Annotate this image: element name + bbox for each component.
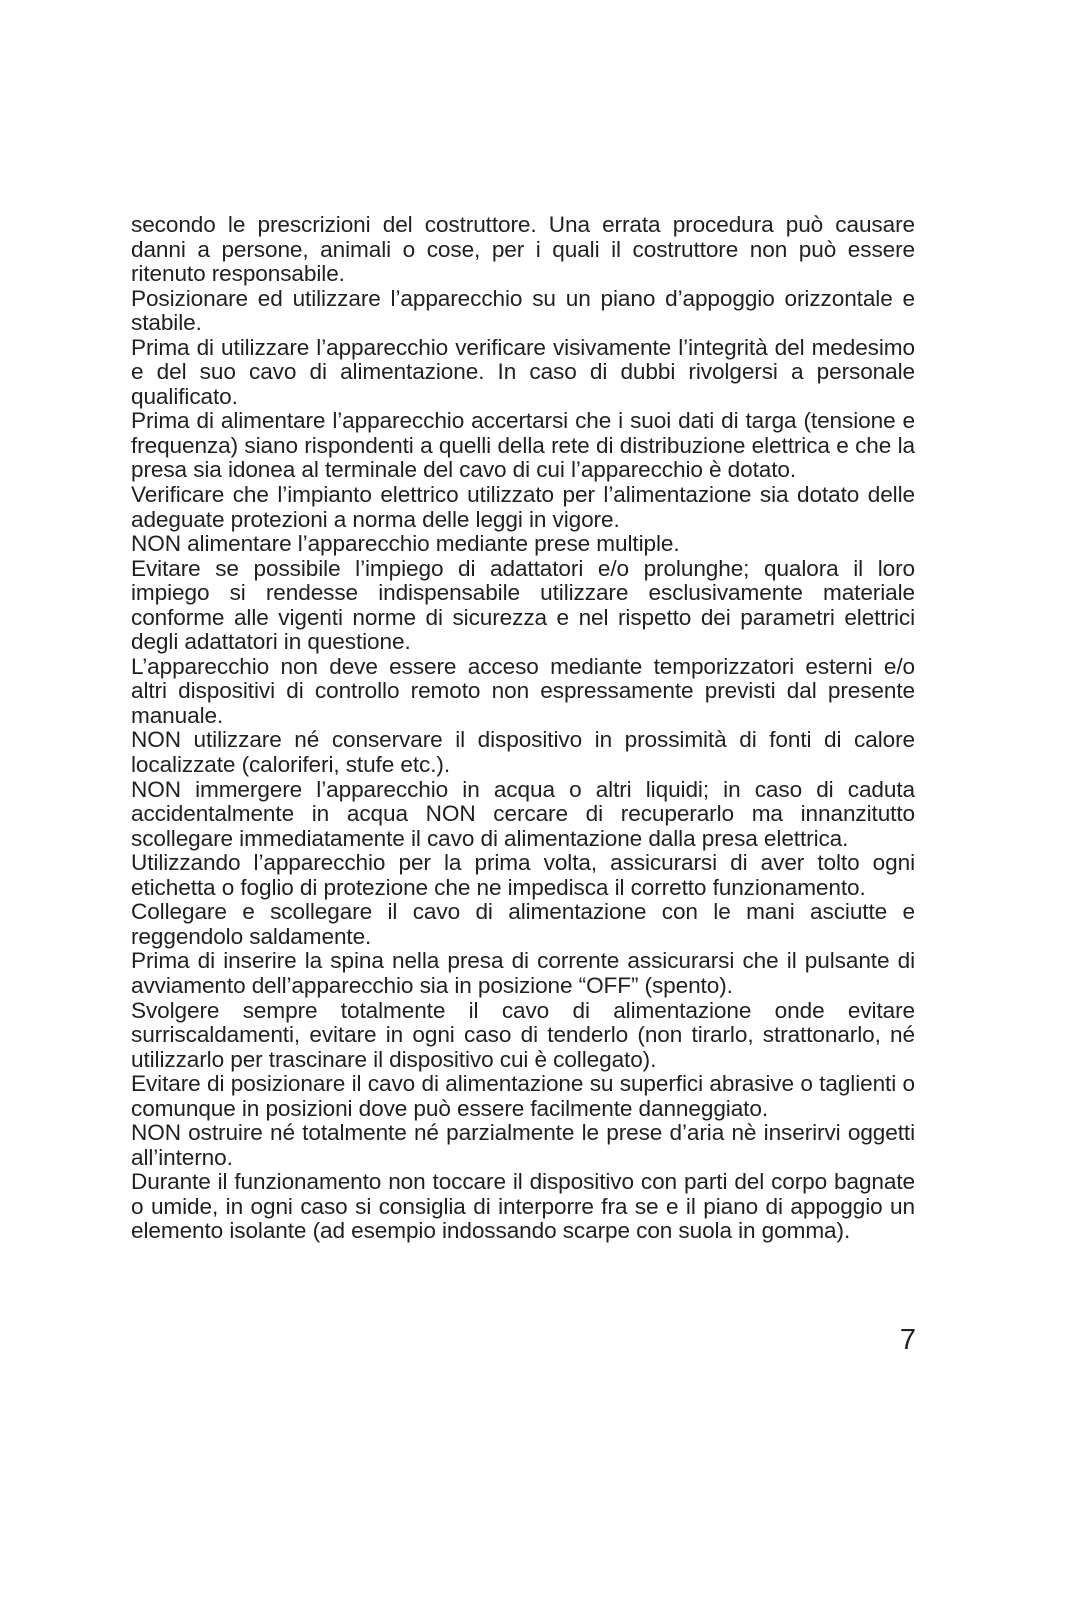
paragraph-heat-sources: NON utilizzare né conservare il dispositivo in prossimità di fonti di calore localizzate (caloriferi, stufe etc.). [131,727,915,778]
paragraph-dry-hands: Collegare e scollegare il cavo di alimentazione con le mani asciutte e reggendolo saldamente. [131,899,915,949]
paragraph-cable-unwind: Svolgere sempre totalmente il cavo di alimentazione onde evitare surriscaldamenti, evitare in ogni caso di tenderlo (non tirarlo, strattonarlo, né utilizzarlo per trascinare il dispositivo cui è collegato). [131,997,915,1072]
page-number: 7 [899,1324,916,1356]
paragraph-first-use: Utilizzando l’apparecchio per la prima volta, assicurarsi di aver tolto ogni etichetta o foglio di protezione che ne impedisca il corretto funzionamento. [131,850,915,900]
paragraph-cable-surfaces: Evitare di posizionare il cavo di alimentazione su superfici abrasive o taglienti o comunque in posizioni dove può essere facilmente danneggiato. [131,1071,915,1121]
paragraph-multiple-sockets: NON alimentare l’apparecchio mediante prese multiple. [131,531,680,557]
paragraph-wet-body: Durante il funzionamento non toccare il dispositivo con parti del corpo bagnate o umide, in ogni caso si consiglia di interporre fra se e il piano di appoggio un elemento isolante (ad esempio indossando scarpe con suola in gomma). [131,1169,915,1244]
paragraph-air-vents: NON ostruire né totalmente né parzialmente le prese d’aria nè inserirvi oggetti all’interno. [131,1120,915,1170]
page-text [131,213,915,1244]
paragraph-timers: L’apparecchio non deve essere acceso mediante temporizzatori esterni e/o altri dispositivi di controllo remoto non espressamente previsti dal presente manuale. [131,653,915,728]
paragraph-electrical-protection: Verificare che l’impianto elettrico utilizzato per l’alimentazione sia dotato delle adeguate protezioni a norma delle leggi in vigore. [131,482,915,532]
paragraph-placement: Posizionare ed utilizzare l’apparecchio su un piano d’appoggio orizzontale e stabile. [131,285,915,336]
paragraph-adapters: Evitare se possibile l’impiego di adattatori e/o prolunghe; qualora il loro impiego si rendesse indispensabile utilizzare esclusivamente materiale conforme alle vigenti norme di sicurezza e nel rispetto dei parametri elettrici degli adattatori in questione. [131,555,915,655]
paragraph-inspection: Prima di utilizzare l’apparecchio verificare visivamente l’integrità del medesimo e del suo cavo di alimentazione. In caso di dubbi rivolgersi a personale qualificato. [131,334,915,409]
paragraph-continuation: secondo le prescrizioni del costruttore. Una errata procedura può causare danni a persone, animali o cose, per i quali il costruttore non può essere ritenuto responsabile. [131,212,915,287]
paragraph-rating-check: Prima di alimentare l’apparecchio accertarsi che i suoi dati di targa (tensione e frequenza) siano rispondenti a quelli della rete di distribuzione elettrica e che la presa sia idonea al terminale del cavo di cui l’apparecchio è dotato. [131,408,915,483]
paragraph-off-switch: Prima di inserire la spina nella presa di corrente assicurarsi che il pulsante di avviamento dell’apparecchio sia in posizione “OFF” (spento). [131,948,915,998]
paragraph-water: NON immergere l’apparecchio in acqua o altri liquidi; in caso di caduta accidentalmente in acqua NON cercare di recuperarlo ma innanzitutto scollegare immediatamente il cavo di alimentazione dalla presa elettrica. [131,776,915,851]
